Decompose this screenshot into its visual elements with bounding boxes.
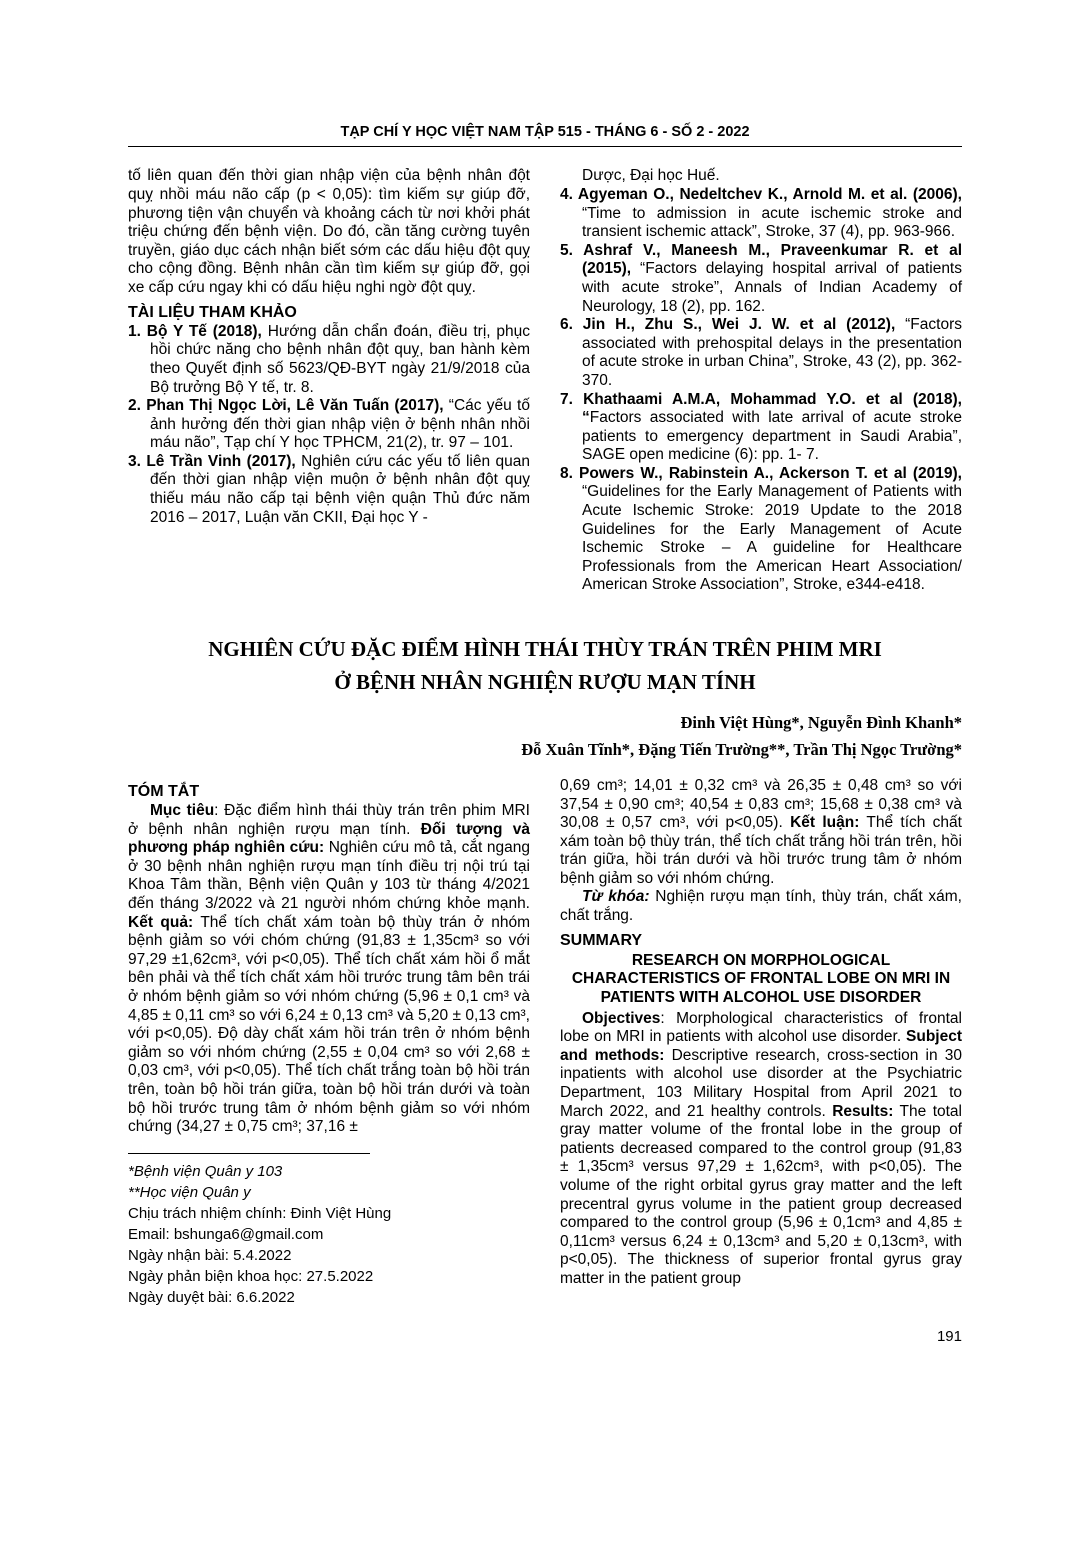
article-title-line-2: Ở BỆNH NHÂN NGHIỆN RƯỢU MẠN TÍNH bbox=[334, 669, 756, 694]
reference-text: Phan Thị Ngọc Lời, Lê Văn Tuấn (2017), “Các yếu tố ảnh hưởng đến thời gian nhập viện ở bệnh nhân nhồi máu não”, Tạp chí Y học TPHCM, 21(2), tr. 97 – 101. bbox=[140, 397, 530, 452]
reference-text: Ashraf V., Maneesh M., Praveenkumar R. et al (2015), “Factors delaying hospital arrival of patients with acute stroke”, Annals of Indian Academy of Neurology, 18 (2), pp. 162. bbox=[572, 241, 962, 315]
keywords-paragraph: Từ khóa: Nghiện rượu mạn tính, thùy trán, chất xám, chất trắng. bbox=[560, 888, 962, 925]
summary-english-title: RESEARCH ON MORPHOLOGICAL CHARACTERISTICS OF FRONTAL LOBE ON MRI IN PATIENTS WITH ALCOHOL USE DISORDER bbox=[571, 951, 951, 1007]
reference-number: 3. bbox=[128, 452, 141, 470]
reference-number: 1. bbox=[128, 322, 141, 340]
reviewed-date-line: Ngày phản biện khoa học: 27.5.2022 bbox=[128, 1267, 374, 1285]
authors-block bbox=[128, 710, 962, 763]
abstract-en-paragraph: Objectives: Morphological characteristics of frontal lobe on MRI in patients with alcohol use disorder. Subject and methods: Descriptive research, cross-section in 30 inpatients with alcohol use disorder at the Psychiatric Department, 103 Military Hospital from April 2021 to March 2022, and 21 healthy controls. Results: The total gray matter volume of the frontal lobe in the group of patients decreased compared to the control group (91,83 ± 1,35cm³ versus 97,29 ± 1,62cm³, with p<0,05). The volume of the right orbital gyrus gray matter and the left precentral gyrus volume in the patient group decreased compared to the control group (5,96 ± 0,1cm³ and 4,85 ± 0,11cm³ versus 6,24 ± 0,13cm³ and 5,20 ± 0,13cm³, with p<0,05). The thickness of superior frontal gyrus gray matter in the patient group bbox=[560, 1009, 962, 1287]
affiliation-line-1: *Bệnh viện Quân y 103 bbox=[128, 1162, 283, 1180]
abstract-vi-heading: TÓM TẮT bbox=[128, 782, 200, 800]
main-right-column bbox=[560, 777, 962, 1308]
journal-header-line: TẠP CHÍ Y HỌC VIỆT NAM TẬP 515 - THÁNG 6 - SỐ 2 - 2022 bbox=[340, 124, 750, 140]
reference-number: 4. bbox=[560, 185, 573, 203]
reference-text: Khathaami A.M.A, Mohammad Y.O. et al (2018), “Factors associated with late arrival of acute stroke patients to emergency department in Saudi Arabia”, SAGE open medicine (6): pp. 1- 7. bbox=[572, 390, 962, 464]
reference-number: 2. bbox=[128, 397, 141, 415]
received-date-line: Ngày nhận bài: 5.4.2022 bbox=[128, 1246, 292, 1264]
reference-item-7 bbox=[560, 391, 962, 465]
reference-item-6 bbox=[560, 316, 962, 390]
page-number: 191 bbox=[936, 1327, 962, 1345]
email-line: Email: bshunga6@gmail.com bbox=[128, 1225, 324, 1243]
journal-header bbox=[128, 124, 962, 147]
article-title bbox=[128, 633, 962, 698]
reference-text: Lê Trần Vinh (2017), Nghiên cứu các yếu tố liên quan đến thời gian nhập viện muộn ở bệnh nhân đột quỵ thiếu máu não cấp tại bệnh viện quận Thủ đức năm 2016 – 2017, Luận văn CKII, Đại học Y - bbox=[140, 452, 530, 526]
reference-number: 8. bbox=[560, 464, 573, 482]
reference-item-3 bbox=[128, 453, 530, 527]
reference-continuation-line: Dược, Đại học Huế. bbox=[582, 167, 720, 185]
reference-number: 5. bbox=[560, 241, 573, 259]
reference-item-2 bbox=[128, 397, 530, 453]
summary-heading: SUMMARY bbox=[560, 931, 643, 949]
authors-line-2: Đỗ Xuân Tĩnh*, Đặng Tiến Trường**, Trần Thị Ngọc Trường* bbox=[521, 739, 962, 759]
reference-text: Powers W., Rabinstein A., Ackerson T. et al (2019), “Guidelines for the Early Management of Patients with Acute Ischemic Stroke: 2019 Update to the 2018 Guidelines for the Early Management of Acute Ischemic Stroke – A guideline for Healthcare Professionals from the American Heart Association/ American Stroke Association”, Stroke, e344-e418. bbox=[572, 464, 962, 594]
abstract-section bbox=[128, 777, 962, 1308]
footnote-rule bbox=[128, 1153, 370, 1154]
accepted-date-line: Ngày duyệt bài: 6.6.2022 bbox=[128, 1288, 295, 1306]
authors-line-1: Đinh Việt Hùng*, Nguyễn Đình Khanh* bbox=[680, 713, 962, 733]
top-left-column bbox=[128, 167, 530, 595]
reference-item-8 bbox=[560, 465, 962, 595]
affiliation-line-2: **Học viện Quân y bbox=[128, 1183, 251, 1201]
top-right-column bbox=[560, 167, 962, 595]
reference-text: Agyeman O., Nedeltchev K., Arnold M. et al. (2006), “Time to admission in acute ischemic stroke and transient ischemic attack”, Stroke, 37 (4), pp. 963-966. bbox=[572, 185, 962, 241]
previous-article-continuation: tố liên quan đến thời gian nhập viện của bệnh nhân đột quỵ nhồi máu não cấp (p < 0,05): tìm kiếm sự giúp đỡ, phương tiện vận chuyển và khoảng cách từ nơi khởi phát triệu chứng đến bệnh viện. Do đó, cần tăng cường tuyên truyền, giáo dục cách nhận biết sớm các dấu hiệu đột quỵ cho cộng đồng. Bệnh nhân cần tìm kiếm sự giúp đỡ, gọi xe cấp cứu ngay khi có dấu hiệu nghi ngờ đột quỵ. bbox=[128, 167, 530, 296]
article-title-line-1: NGHIÊN CỨU ĐẶC ĐIỂM HÌNH THÁI THÙY TRÁN TRÊN PHIM MRI bbox=[208, 637, 882, 662]
corresponding-author-line: Chịu trách nhiệm chính: Đinh Việt Hùng bbox=[128, 1204, 392, 1222]
reference-text: Jin H., Zhu S., Wei J. W. et al (2012), “Factors associated with prehospital delays in the presentation of acute stroke in urban China”, Stroke, 43 (2), pp. 362-370. bbox=[572, 316, 962, 389]
footnote-block bbox=[128, 1153, 530, 1308]
references-heading: TÀI LIỆU THAM KHẢO bbox=[128, 303, 297, 321]
reference-number: 7. bbox=[560, 390, 573, 408]
references-section bbox=[128, 167, 962, 595]
abstract-vi-paragraph: Mục tiêu: Đặc điểm hình thái thùy trán trên phim MRI ở bệnh nhân nghiện rượu mạn tính. Đối tượng và phương pháp nghiên cứu: Nghiên cứu mô tả, cắt ngang ở 30 bệnh nhân nghiện rượu mạn tính điều trị nội trú tại Khoa Tâm thần, Bệnh viện Quân y 103 từ tháng 4/2021 đến tháng 3/2022 và 21 người nhóm chứng khỏe mạnh. Kết quả: Thể tích chất xám toàn bộ thùy trán ở nhóm bệnh giảm so với chóm chứng (91,83 ± 1,35cm³ so với 97,29 ±1,62cm³, với p<0,05). Thể tích chất xám hồi ổ mắt bên phải và thể tích chất xám hồi trước trung tâm bên trái ở nhóm bệnh giảm so với nhóm chứng (5,96 ± 0,1 cm³ và 4,85 ± 0,11 cm³ so với 6,24 ± 0,13 cm³ và 5,20 ± 0,13 cm³, với p<0,05). Độ dày chất xám hồi trán trên ở nhóm bệnh giảm so với nhóm chứng (2,55 ± 0,04 cm³ so với 2,68 ± 0,03 cm³, với p<0,05). Thể tích chất trắng toàn bộ hồi trán trên, toàn bộ hồi trán giữa, toàn bộ hồi trán dưới và toàn bộ hồi trước trung tâm ở nhóm bệnh giảm so với nhóm chứng (34,27 ± 0,75 cm³; 37,16 ± bbox=[128, 802, 531, 1136]
main-left-column bbox=[128, 777, 530, 1308]
reference-number: 6. bbox=[560, 316, 573, 334]
abstract-vi-continuation: 0,69 cm³; 14,01 ± 0,32 cm³ và 26,35 ± 0,48 cm³ so với 37,54 ± 0,90 cm³; 40,54 ± 0,83 cm³; 15,68 ± 0,38 cm³ và 30,08 ± 0,57 cm³, với p<0,05). Kết luận: Thể tích chất xám toàn bộ thùy trán, thể tích chất trắng hồi trán trên, hồi trán giữa, hồi trán dưới và hồi trước trung tâm ở nhóm bệnh giảm so với nhóm chứng. bbox=[560, 776, 962, 887]
reference-text: Bộ Y Tế (2018), Hướng dẫn chẩn đoán, điều trị, phục hồi chức năng cho bệnh nhân đột quỵ, ban hành kèm theo Quyết định số 5623/QĐ-BYT ngày 21/9/2018 của Bộ trưởng Bộ Y tế, tr. 8. bbox=[140, 322, 530, 396]
reference-item-5 bbox=[560, 242, 962, 316]
reference-item-4 bbox=[560, 186, 962, 242]
reference-item-1 bbox=[128, 323, 530, 397]
